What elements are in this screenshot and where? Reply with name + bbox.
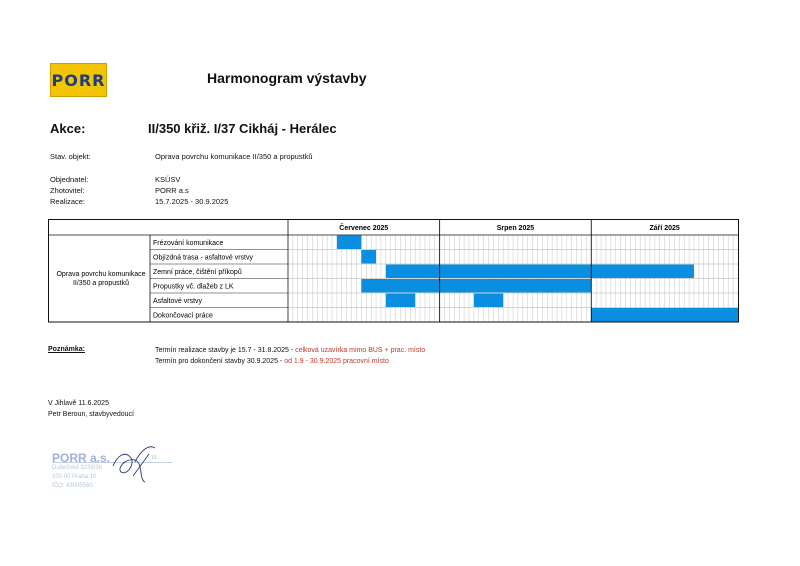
objednatel-value: KSÚSV <box>155 175 181 184</box>
zhotovitel-label: Zhotovitel: <box>50 186 85 195</box>
task-bar <box>386 265 694 279</box>
task-label: Zemní práce, čištění příkopů <box>153 268 242 276</box>
akce-value: II/350 křiž. I/37 Cikháj - Herálec <box>148 121 337 136</box>
note-line-1-highlight: celková uzavírka mimo BUS + prac. místo <box>295 347 426 354</box>
porr-logo <box>50 63 107 97</box>
stamp-line-2: 100 00 Praha 10 <box>52 474 97 480</box>
task-bar <box>361 250 376 264</box>
task-bar <box>591 308 738 322</box>
month-label: Září 2025 <box>649 225 680 232</box>
logo-text: PORR <box>51 70 106 90</box>
task-label: Asfaltové vrstvy <box>153 297 203 305</box>
page-title: Harmonogram výstavby <box>207 70 367 86</box>
task-bar <box>361 279 591 293</box>
handwritten-signature <box>105 436 165 494</box>
task-label: Dokončovací práce <box>153 312 213 320</box>
task-label: Objízdná trasa - asfaltové vrstvy <box>153 254 253 262</box>
task-label: Frézování komunikace <box>153 239 224 247</box>
objednatel-label: Objednatel: <box>50 175 89 184</box>
month-label: Srpen 2025 <box>496 225 535 232</box>
note-line-1 <box>155 347 425 354</box>
signatory: Petr Beroun, stavbyvedoucí <box>48 411 134 418</box>
note-line-2-text: Termín pro dokončení stavby 30.9.2025 - <box>155 358 285 365</box>
stamp-line-3: IČO: 43005560 <box>52 483 93 489</box>
note-line-1-text: Termín realizace stavby je 15.7 - 31.8.2025 - <box>155 347 296 354</box>
zhotovitel-value: PORR a.s <box>155 186 189 195</box>
note-line-2 <box>155 358 389 365</box>
stav-objekt-value: Oprava povrchu komunikace II/350 a propustků <box>155 152 313 161</box>
place-date: V Jihlavě 11.6.2025 <box>48 400 109 407</box>
akce-label: Akce: <box>50 121 86 136</box>
stamp-company: PORR a.s. <box>52 451 111 465</box>
task-bar <box>386 294 415 308</box>
month-label: Červenec 2025 <box>339 225 389 232</box>
group-label: Oprava povrchu komunikace II/350 a propustků <box>56 271 146 287</box>
task-label: Propustky vč. dlažeb z LK <box>153 283 234 291</box>
stamp-line-1: Dubečská 3238/36 <box>52 465 103 471</box>
task-bar <box>474 294 503 308</box>
gantt-chart <box>48 219 740 325</box>
note-label: Poznámka: <box>48 346 85 353</box>
stav-objekt-label: Stav. objekt: <box>50 152 91 161</box>
stamp-mark: - 16 - <box>148 455 160 461</box>
realizace-label: Realizace: <box>50 197 86 206</box>
task-bar <box>337 236 361 250</box>
realizace-value: 15.7.2025 - 30.9.2025 <box>155 197 229 206</box>
company-stamp <box>52 452 110 491</box>
note-line-2-highlight: od 1.9 - 30.9.2025 pracovní místo <box>284 358 389 365</box>
